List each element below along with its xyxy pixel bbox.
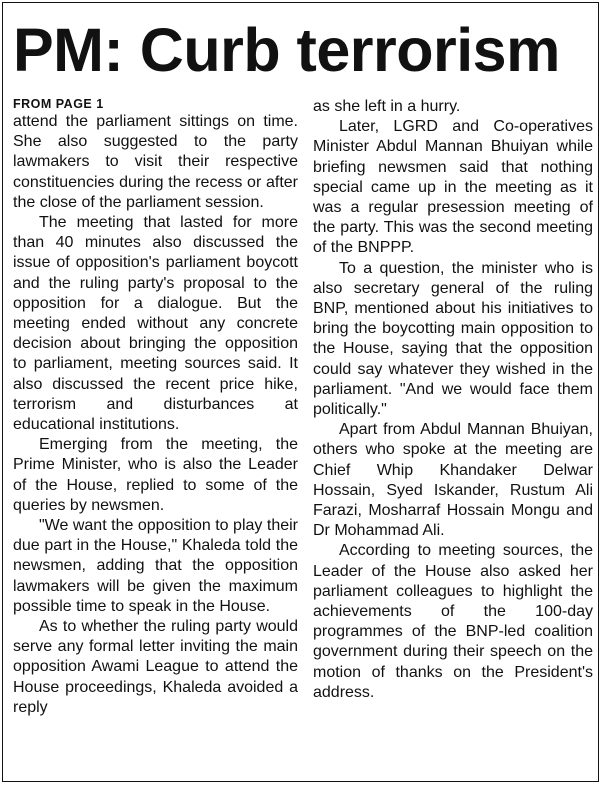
paragraph: Apart from Abdul Mannan Bhuiyan, others who spoke at the meeting are Chief Whip Khandaker Delwar Hossain, Syed Iskander, Rustum Ali Farazi, Mosharraf Hossain Mongu and Dr Mohammad Ali. <box>313 421 593 540</box>
paragraph: Emerging from the meeting, the Prime Minister, who is also the Leader of the House, replied to some of the queries by newsmen. <box>13 436 298 514</box>
paragraph: As to whether the ruling party would serve any formal letter inviting the main opposition Awami League to attend the House proceedings, Khaleda avoided a reply <box>13 618 298 716</box>
paragraph: According to meeting sources, the Leader of the House also asked her parliament colleagues to highlight the achievements of the 100-day programmes of the BNP-led coalition government during their speech on the motion of thanks on the President's address. <box>313 542 593 701</box>
paragraph: attend the parliament sittings on time. She also suggested to the party lawmakers to visit their respective constituencies during the recess or after the close of the parliament session. <box>13 113 298 211</box>
paragraph: Later, LGRD and Co-operatives Minister Abdul Mannan Bhuiyan while briefing newsmen said that nothing special came up in the meeting as it was a regular presession meeting of the party. This was the second meeting of the BNPPP. <box>313 118 593 257</box>
newspaper-clipping <box>2 2 599 782</box>
kicker-from-page: FROM PAGE 1 <box>13 97 104 111</box>
left-column <box>13 97 298 718</box>
headline: PM: Curb terrorism <box>13 16 560 84</box>
paragraph-continued: as she left in a hurry. <box>313 98 461 115</box>
right-column <box>313 97 593 703</box>
paragraph: "We want the opposition to play their due part in the House," Khaleda told the newsmen, adding that the opposition lawmakers will be given the maximum possible time to speak in the House. <box>13 517 298 615</box>
paragraph: The meeting that lasted for more than 40 minutes also discussed the issue of opposition's parliament boycott and the ruling party's proposal to the opposition for a dialogue. But the meeting ended without any concrete decision about bringing the opposition to parliament, meeting sources said. It also discussed the recent price hike, terrorism and disturbances at educational institutions. <box>13 214 298 434</box>
paragraph: To a question, the minister who is also secretary general of the ruling BNP, mentioned about his initiatives to bring the boycotting main opposition to the House, saying that the opposition could say whatever they wished in the parliament. "And we would face them politically." <box>313 259 593 419</box>
